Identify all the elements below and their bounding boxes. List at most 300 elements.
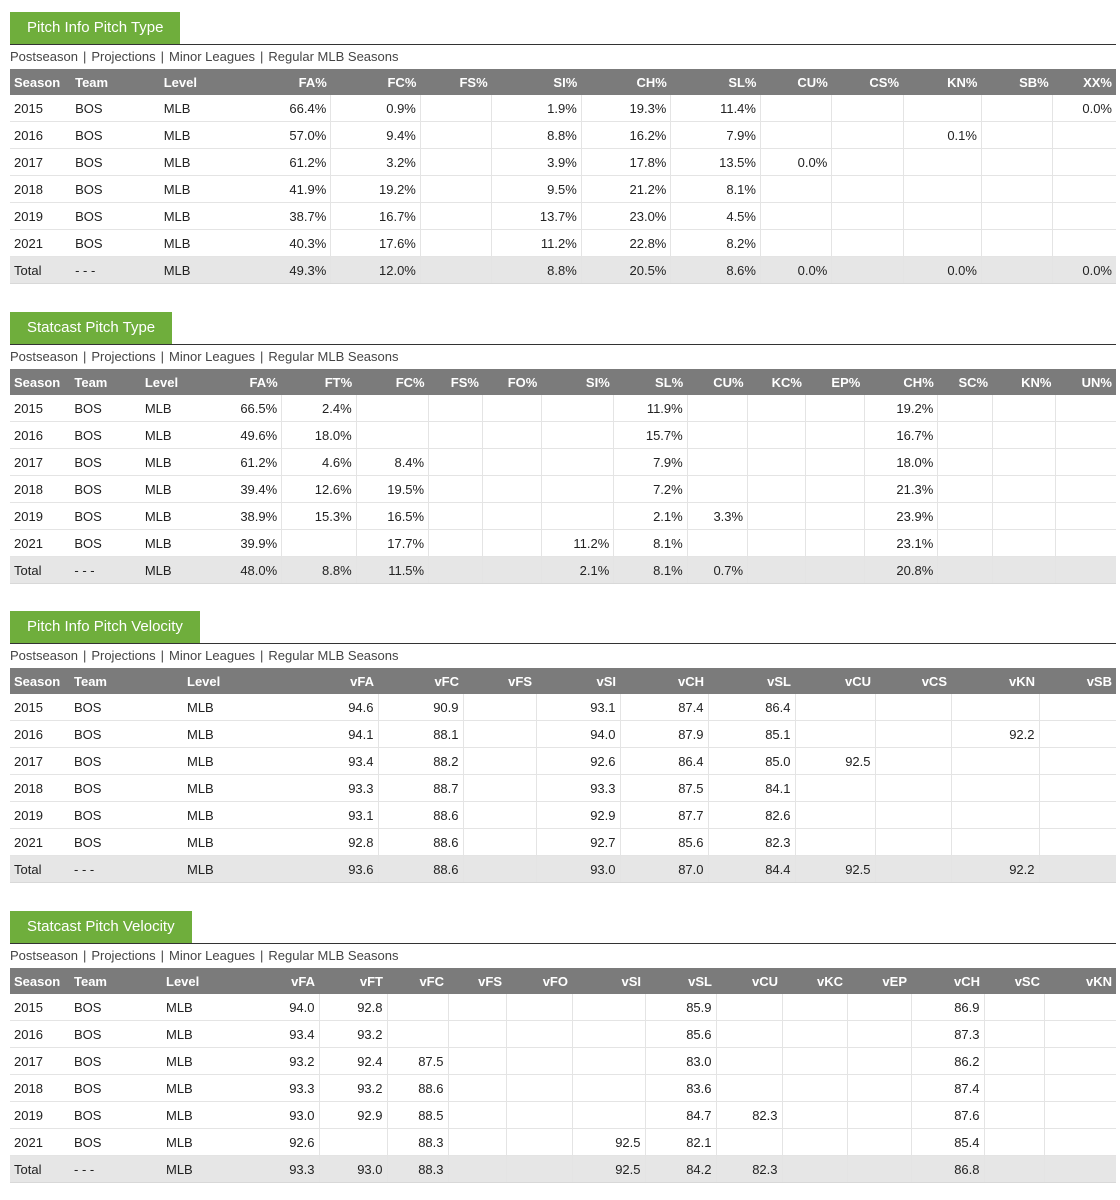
cell-vsb xyxy=(1039,694,1116,721)
cell-fs-pct xyxy=(420,149,491,176)
cell-fa-pct: 38.9% xyxy=(211,503,281,530)
column-header-si-pct[interactable]: SI% xyxy=(492,69,582,95)
cell-fa-pct: 57.0% xyxy=(241,122,331,149)
cell-vsb xyxy=(1039,748,1116,775)
cell-fc-pct: 11.5% xyxy=(356,557,428,584)
cell-team[interactable]: BOS xyxy=(71,95,160,122)
cell-team[interactable]: BOS xyxy=(70,694,183,721)
column-header-vkc[interactable]: vKC xyxy=(782,968,847,994)
column-header-vfa[interactable]: vFA xyxy=(286,668,378,694)
cell-season: Total xyxy=(10,557,70,584)
cell-level: MLB xyxy=(160,230,241,257)
cell-vsi xyxy=(572,1102,645,1129)
column-header-vsc[interactable]: vSC xyxy=(984,968,1044,994)
cell-ft-pct: 4.6% xyxy=(282,449,356,476)
column-header-vfs[interactable]: vFS xyxy=(448,968,506,994)
cell-vft: 93.2 xyxy=(319,1021,387,1048)
cell-team[interactable]: BOS xyxy=(71,122,160,149)
cell-vsi: 92.6 xyxy=(536,748,620,775)
subnav xyxy=(10,944,1116,968)
cell-fs-pct xyxy=(429,449,483,476)
total-row xyxy=(10,257,1116,284)
column-header-season[interactable]: Season xyxy=(10,668,70,694)
header-row xyxy=(10,69,1116,95)
column-header-kc-pct[interactable]: KC% xyxy=(748,369,806,395)
cell-vcu xyxy=(795,802,875,829)
subnav-link-projections[interactable]: Projections xyxy=(91,948,156,963)
cell-season[interactable]: 2021 xyxy=(10,230,71,257)
cell-kc-pct xyxy=(748,422,806,449)
cell-vcu: 82.3 xyxy=(716,1102,782,1129)
cell-team[interactable]: BOS xyxy=(70,422,140,449)
cell-vkn xyxy=(1044,1075,1116,1102)
column-header-level[interactable]: Level xyxy=(162,968,259,994)
cell-team[interactable]: BOS xyxy=(71,176,160,203)
cell-vep xyxy=(847,1102,911,1129)
cell-sl-pct: 8.6% xyxy=(671,257,761,284)
column-header-si-pct[interactable]: SI% xyxy=(541,369,613,395)
cell-cu-pct: 0.7% xyxy=(687,557,747,584)
section-statcast-pitch-type xyxy=(10,312,1116,584)
cell-un-pct xyxy=(1056,395,1117,422)
cell-ep-pct xyxy=(806,557,864,584)
cell-kc-pct xyxy=(748,530,806,557)
column-header-vsb[interactable]: vSB xyxy=(1039,668,1116,694)
cell-sc-pct xyxy=(938,530,992,557)
column-header-fs-pct[interactable]: FS% xyxy=(420,69,491,95)
section-tab[interactable]: Statcast Pitch Type xyxy=(10,312,172,344)
column-header-team[interactable]: Team xyxy=(70,668,183,694)
cell-vfa: 93.1 xyxy=(286,802,378,829)
cell-team[interactable]: BOS xyxy=(70,395,140,422)
cell-ch-pct: 20.8% xyxy=(864,557,937,584)
cell-fo-pct xyxy=(483,422,541,449)
cell-fs-pct xyxy=(429,395,483,422)
column-header-ft-pct[interactable]: FT% xyxy=(282,369,356,395)
subnav-link-minor-leagues[interactable]: Minor Leagues xyxy=(169,948,256,963)
cell-team[interactable]: BOS xyxy=(70,994,162,1021)
column-header-sb-pct[interactable]: SB% xyxy=(981,69,1052,95)
cell-fc-pct: 19.5% xyxy=(356,476,428,503)
cell-cu-pct xyxy=(760,122,831,149)
column-header-level[interactable]: Level xyxy=(141,369,211,395)
cell-fs-pct xyxy=(429,476,483,503)
section-tab[interactable]: Pitch Info Pitch Velocity xyxy=(10,611,200,643)
cell-season[interactable]: 2017 xyxy=(10,449,70,476)
cell-vfa: 93.3 xyxy=(286,775,378,802)
cell-vkn xyxy=(951,748,1039,775)
cell-kn-pct xyxy=(992,422,1055,449)
cell-team[interactable]: BOS xyxy=(70,1021,162,1048)
cell-fc-pct: 3.2% xyxy=(331,149,421,176)
column-header-kn-pct[interactable]: KN% xyxy=(903,69,981,95)
column-header-vcu[interactable]: vCU xyxy=(716,968,782,994)
cell-fa-pct: 48.0% xyxy=(211,557,281,584)
cell-season[interactable]: 2015 xyxy=(10,395,70,422)
cell-cs-pct xyxy=(832,149,903,176)
cell-kn-pct: 0.1% xyxy=(903,122,981,149)
column-header-vcu[interactable]: vCU xyxy=(795,668,875,694)
cell-level: MLB xyxy=(141,422,211,449)
cell-fs-pct xyxy=(420,257,491,284)
cell-vkn xyxy=(951,802,1039,829)
column-header-vfa[interactable]: vFA xyxy=(259,968,319,994)
cell-ch-pct: 23.0% xyxy=(581,203,671,230)
cell-fa-pct: 66.5% xyxy=(211,395,281,422)
cell-team[interactable]: BOS xyxy=(70,1102,162,1129)
cell-vcu: 82.3 xyxy=(716,1156,782,1183)
cell-season[interactable]: 2017 xyxy=(10,1048,70,1075)
cell-fo-pct xyxy=(483,449,541,476)
subnav-link-postseason[interactable]: Postseason xyxy=(10,948,78,963)
section-tab[interactable]: Pitch Info Pitch Type xyxy=(10,12,180,44)
subnav-separator: | xyxy=(82,49,87,64)
section-statcast-pitch-velocity xyxy=(10,911,1116,1183)
cell-vkn: 92.2 xyxy=(951,721,1039,748)
cell-season[interactable]: 2018 xyxy=(10,176,71,203)
cell-fs-pct xyxy=(420,122,491,149)
cell-team[interactable]: BOS xyxy=(70,476,140,503)
cell-vcu xyxy=(716,1075,782,1102)
cell-season[interactable]: 2019 xyxy=(10,503,70,530)
total-row xyxy=(10,557,1116,584)
cell-vfo xyxy=(506,1075,572,1102)
cell-vfs xyxy=(463,856,536,883)
cell-level: MLB xyxy=(160,176,241,203)
cell-season[interactable]: 2021 xyxy=(10,829,70,856)
cell-si-pct: 13.7% xyxy=(492,203,582,230)
cell-vfa: 94.0 xyxy=(259,994,319,1021)
cell-vsc xyxy=(984,1156,1044,1183)
cell-vfc: 88.6 xyxy=(378,856,463,883)
cell-vcu xyxy=(716,1129,782,1156)
column-header-sl-pct[interactable]: SL% xyxy=(614,369,687,395)
cell-xx-pct xyxy=(1053,149,1116,176)
cell-vsc xyxy=(984,1021,1044,1048)
subnav-link-minor-leagues[interactable]: Minor Leagues xyxy=(169,349,256,364)
cell-vfa: 94.6 xyxy=(286,694,378,721)
cell-vch: 85.6 xyxy=(620,829,708,856)
cell-team[interactable]: BOS xyxy=(70,530,140,557)
cell-vft: 92.9 xyxy=(319,1102,387,1129)
cell-vkn xyxy=(1044,1021,1116,1048)
cell-fc-pct: 9.4% xyxy=(331,122,421,149)
cell-fc-pct: 17.7% xyxy=(356,530,428,557)
table-row xyxy=(10,449,1116,476)
cell-season[interactable]: 2015 xyxy=(10,994,70,1021)
cell-vkn xyxy=(1044,1048,1116,1075)
column-header-vsi[interactable]: vSI xyxy=(572,968,645,994)
column-header-fs-pct[interactable]: FS% xyxy=(429,369,483,395)
cell-cs-pct xyxy=(832,230,903,257)
cell-team[interactable]: BOS xyxy=(71,149,160,176)
subnav-link-projections[interactable]: Projections xyxy=(91,349,156,364)
cell-vsi xyxy=(572,1075,645,1102)
cell-vsi: 92.7 xyxy=(536,829,620,856)
subnav-link-postseason[interactable]: Postseason xyxy=(10,49,78,64)
column-header-cu-pct[interactable]: CU% xyxy=(760,69,831,95)
cell-season[interactable]: 2016 xyxy=(10,122,71,149)
column-header-ch-pct[interactable]: CH% xyxy=(581,69,671,95)
cell-ep-pct xyxy=(806,476,864,503)
cell-vft: 93.0 xyxy=(319,1156,387,1183)
table-row xyxy=(10,503,1116,530)
cell-ch-pct: 21.2% xyxy=(581,176,671,203)
cell-vfa: 93.6 xyxy=(286,856,378,883)
column-header-team[interactable]: Team xyxy=(70,968,162,994)
column-header-vsl[interactable]: vSL xyxy=(645,968,716,994)
cell-fc-pct: 0.9% xyxy=(331,95,421,122)
column-header-fo-pct[interactable]: FO% xyxy=(483,369,541,395)
subnav-separator: | xyxy=(160,49,165,64)
table-row xyxy=(10,230,1116,257)
column-header-ch-pct[interactable]: CH% xyxy=(864,369,937,395)
cell-vcu xyxy=(795,721,875,748)
subnav-link-projections[interactable]: Projections xyxy=(91,648,156,663)
cell-vfa: 93.3 xyxy=(259,1075,319,1102)
cell-vsc xyxy=(984,1048,1044,1075)
cell-vch: 87.0 xyxy=(620,856,708,883)
cell-sl-pct: 15.7% xyxy=(614,422,687,449)
column-header-vsi[interactable]: vSI xyxy=(536,668,620,694)
column-header-fa-pct[interactable]: FA% xyxy=(241,69,331,95)
cell-season[interactable]: 2019 xyxy=(10,1102,70,1129)
cell-vkc xyxy=(782,1156,847,1183)
cell-cu-pct xyxy=(687,395,747,422)
column-header-vsl[interactable]: vSL xyxy=(708,668,795,694)
column-header-fc-pct[interactable]: FC% xyxy=(356,369,428,395)
cell-ep-pct xyxy=(806,449,864,476)
cell-vfs xyxy=(448,1102,506,1129)
column-header-season[interactable]: Season xyxy=(10,369,70,395)
cell-season[interactable]: 2017 xyxy=(10,748,70,775)
cell-level: MLB xyxy=(183,694,286,721)
column-header-vfc[interactable]: vFC xyxy=(378,668,463,694)
cell-team[interactable]: BOS xyxy=(70,1075,162,1102)
subnav-link-projections[interactable]: Projections xyxy=(91,49,156,64)
subnav xyxy=(10,45,1116,69)
column-header-level[interactable]: Level xyxy=(183,668,286,694)
column-header-sl-pct[interactable]: SL% xyxy=(671,69,761,95)
subnav-link-regular-mlb-seasons[interactable]: Regular MLB Seasons xyxy=(268,49,399,64)
column-header-level[interactable]: Level xyxy=(160,69,241,95)
cell-vsb xyxy=(1039,721,1116,748)
cell-team[interactable]: BOS xyxy=(70,503,140,530)
column-header-vkn[interactable]: vKN xyxy=(1044,968,1116,994)
column-header-vfc[interactable]: vFC xyxy=(387,968,448,994)
section-tab[interactable]: Statcast Pitch Velocity xyxy=(10,911,192,943)
column-header-xx-pct[interactable]: XX% xyxy=(1053,69,1116,95)
subnav-link-minor-leagues[interactable]: Minor Leagues xyxy=(169,648,256,663)
cell-vfc: 88.5 xyxy=(387,1102,448,1129)
cell-vcs xyxy=(875,694,951,721)
stats-table xyxy=(10,968,1116,1183)
column-header-fa-pct[interactable]: FA% xyxy=(211,369,281,395)
cell-season[interactable]: 2016 xyxy=(10,422,70,449)
cell-vkn: 92.2 xyxy=(951,856,1039,883)
cell-si-pct: 11.2% xyxy=(492,230,582,257)
cell-season[interactable]: 2019 xyxy=(10,203,71,230)
cell-sl-pct: 4.5% xyxy=(671,203,761,230)
cell-cs-pct xyxy=(832,203,903,230)
cell-kn-pct xyxy=(992,395,1055,422)
cell-fc-pct: 8.4% xyxy=(356,449,428,476)
cell-level: MLB xyxy=(141,476,211,503)
cell-team[interactable]: BOS xyxy=(71,230,160,257)
cell-xx-pct xyxy=(1053,203,1116,230)
cell-cu-pct xyxy=(760,95,831,122)
cell-team[interactable]: BOS xyxy=(70,721,183,748)
cell-fs-pct xyxy=(420,230,491,257)
column-header-sc-pct[interactable]: SC% xyxy=(938,369,992,395)
cell-season[interactable]: 2019 xyxy=(10,802,70,829)
cell-sc-pct xyxy=(938,476,992,503)
column-header-un-pct[interactable]: UN% xyxy=(1056,369,1117,395)
cell-kn-pct xyxy=(903,230,981,257)
section-header xyxy=(10,611,1116,644)
column-header-season[interactable]: Season xyxy=(10,968,70,994)
cell-vcu: 92.5 xyxy=(795,856,875,883)
cell-vfa: 93.4 xyxy=(259,1021,319,1048)
cell-team[interactable]: BOS xyxy=(70,829,183,856)
cell-un-pct xyxy=(1056,557,1117,584)
cell-sc-pct xyxy=(938,449,992,476)
cell-team[interactable]: BOS xyxy=(70,1129,162,1156)
cell-vsl: 84.4 xyxy=(708,856,795,883)
cell-sb-pct xyxy=(981,149,1052,176)
cell-level: MLB xyxy=(160,203,241,230)
cell-vfc: 88.3 xyxy=(387,1129,448,1156)
cell-season[interactable]: 2018 xyxy=(10,476,70,503)
cell-kn-pct xyxy=(903,149,981,176)
cell-fo-pct xyxy=(483,476,541,503)
cell-kn-pct xyxy=(903,176,981,203)
cell-kc-pct xyxy=(748,557,806,584)
cell-vch: 87.7 xyxy=(620,802,708,829)
column-header-vch[interactable]: vCH xyxy=(911,968,984,994)
subnav-separator: | xyxy=(160,648,165,663)
cell-vfs xyxy=(448,1021,506,1048)
cell-team[interactable]: BOS xyxy=(70,748,183,775)
cell-vkc xyxy=(782,1075,847,1102)
cell-team[interactable]: BOS xyxy=(71,203,160,230)
cell-cu-pct: 0.0% xyxy=(760,149,831,176)
subnav-link-minor-leagues[interactable]: Minor Leagues xyxy=(169,49,256,64)
subnav-link-postseason[interactable]: Postseason xyxy=(10,349,78,364)
cell-season[interactable]: 2021 xyxy=(10,1129,70,1156)
subnav-link-regular-mlb-seasons[interactable]: Regular MLB Seasons xyxy=(268,349,399,364)
cell-season[interactable]: 2016 xyxy=(10,1021,70,1048)
cell-vft: 92.8 xyxy=(319,994,387,1021)
cell-team[interactable]: BOS xyxy=(70,802,183,829)
cell-sb-pct xyxy=(981,257,1052,284)
cell-level: MLB xyxy=(162,994,259,1021)
cell-season[interactable]: 2015 xyxy=(10,694,70,721)
subnav-link-regular-mlb-seasons[interactable]: Regular MLB Seasons xyxy=(268,648,399,663)
cell-vsl: 85.6 xyxy=(645,1021,716,1048)
column-header-ep-pct[interactable]: EP% xyxy=(806,369,864,395)
column-header-vcs[interactable]: vCS xyxy=(875,668,951,694)
cell-vsb xyxy=(1039,856,1116,883)
cell-season: Total xyxy=(10,257,71,284)
cell-season[interactable]: 2018 xyxy=(10,1075,70,1102)
cell-level: MLB xyxy=(183,829,286,856)
cell-ch-pct: 18.0% xyxy=(864,449,937,476)
cell-sl-pct: 7.2% xyxy=(614,476,687,503)
cell-team: - - - xyxy=(71,257,160,284)
cell-vsi: 93.3 xyxy=(536,775,620,802)
column-header-cu-pct[interactable]: CU% xyxy=(687,369,747,395)
cell-season[interactable]: 2016 xyxy=(10,721,70,748)
subnav-separator: | xyxy=(82,948,87,963)
cell-ep-pct xyxy=(806,503,864,530)
column-header-vkn[interactable]: vKN xyxy=(951,668,1039,694)
column-header-vep[interactable]: vEP xyxy=(847,968,911,994)
table-row xyxy=(10,476,1116,503)
cell-kc-pct xyxy=(748,503,806,530)
column-header-vft[interactable]: vFT xyxy=(319,968,387,994)
stats-table xyxy=(10,69,1116,284)
cell-vsb xyxy=(1039,829,1116,856)
cell-vfs xyxy=(463,694,536,721)
subnav xyxy=(10,644,1116,668)
column-header-fc-pct[interactable]: FC% xyxy=(331,69,421,95)
column-header-vfs[interactable]: vFS xyxy=(463,668,536,694)
cell-team[interactable]: BOS xyxy=(70,1048,162,1075)
subnav-link-postseason[interactable]: Postseason xyxy=(10,648,78,663)
subnav-link-regular-mlb-seasons[interactable]: Regular MLB Seasons xyxy=(268,948,399,963)
cell-si-pct: 1.9% xyxy=(492,95,582,122)
table-row xyxy=(10,721,1116,748)
cell-season[interactable]: 2015 xyxy=(10,95,71,122)
cell-kn-pct xyxy=(992,503,1055,530)
column-header-team[interactable]: Team xyxy=(70,369,140,395)
cell-team[interactable]: BOS xyxy=(70,449,140,476)
cell-ch-pct: 23.9% xyxy=(864,503,937,530)
column-header-cs-pct[interactable]: CS% xyxy=(832,69,903,95)
cell-un-pct xyxy=(1056,449,1117,476)
cell-fc-pct xyxy=(356,395,428,422)
cell-vkn xyxy=(951,694,1039,721)
cell-fo-pct xyxy=(483,530,541,557)
cell-team[interactable]: BOS xyxy=(70,775,183,802)
cell-vkc xyxy=(782,1129,847,1156)
cell-vch: 87.4 xyxy=(620,694,708,721)
table-row xyxy=(10,395,1116,422)
cell-ch-pct: 19.3% xyxy=(581,95,671,122)
cell-si-pct: 3.9% xyxy=(492,149,582,176)
cell-level: MLB xyxy=(183,748,286,775)
cell-kn-pct: 0.0% xyxy=(903,257,981,284)
cell-vcu xyxy=(716,994,782,1021)
column-header-team[interactable]: Team xyxy=(71,69,160,95)
column-header-vfo[interactable]: vFO xyxy=(506,968,572,994)
cell-season[interactable]: 2017 xyxy=(10,149,71,176)
cell-vfc: 88.6 xyxy=(378,802,463,829)
cell-si-pct xyxy=(541,476,613,503)
cell-season[interactable]: 2021 xyxy=(10,530,70,557)
cell-vfc xyxy=(387,994,448,1021)
cell-sb-pct xyxy=(981,95,1052,122)
total-row xyxy=(10,1156,1116,1183)
column-header-season[interactable]: Season xyxy=(10,69,71,95)
column-header-vch[interactable]: vCH xyxy=(620,668,708,694)
cell-season[interactable]: 2018 xyxy=(10,775,70,802)
cell-ft-pct: 8.8% xyxy=(282,557,356,584)
cell-vfa: 93.2 xyxy=(259,1048,319,1075)
column-header-kn-pct[interactable]: KN% xyxy=(992,369,1055,395)
table-row xyxy=(10,95,1116,122)
